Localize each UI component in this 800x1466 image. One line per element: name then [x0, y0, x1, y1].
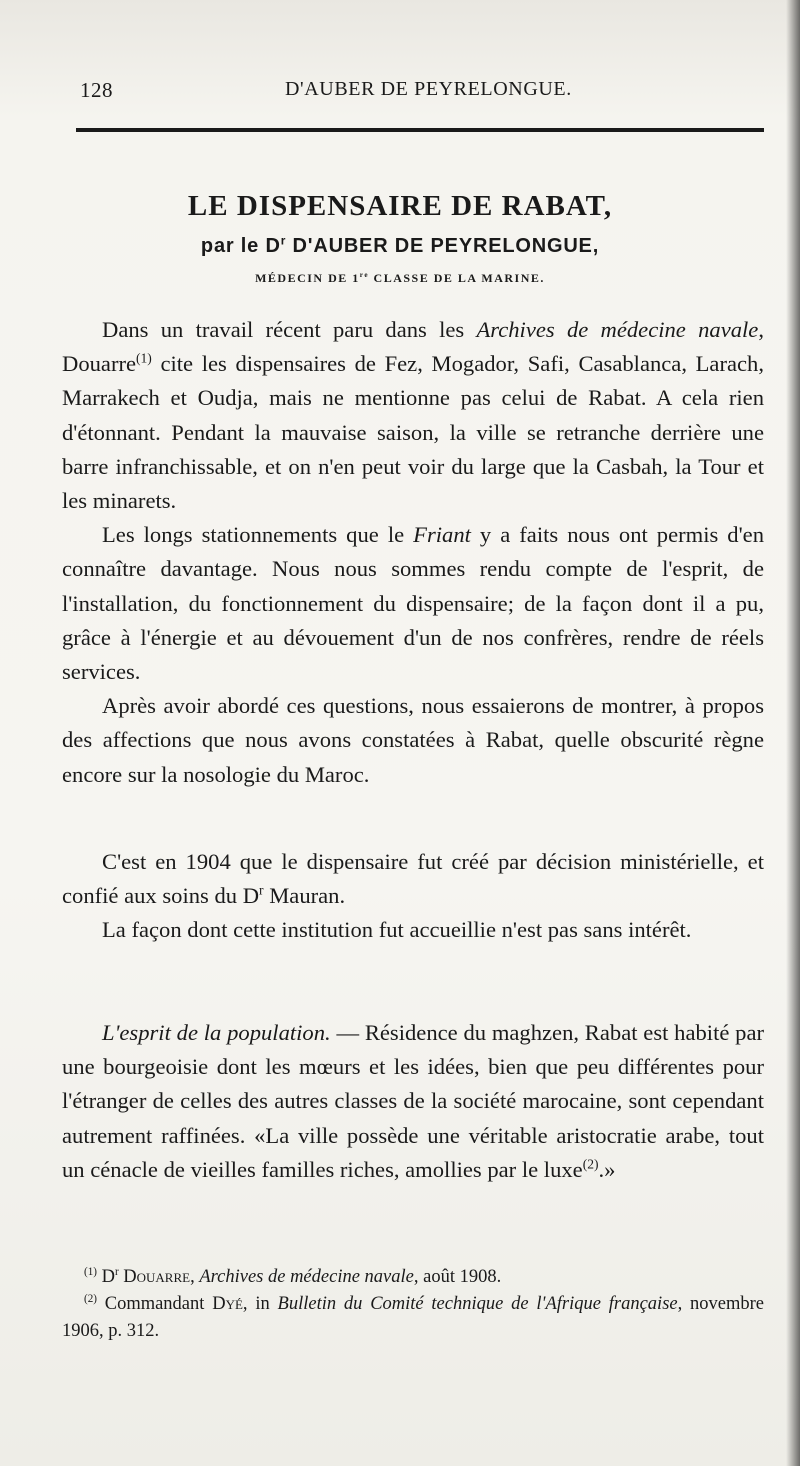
p6-text-a: — Résidence du maghzen, Rabat est habité par une bourgeoisie dont les mœurs et les idées, bien que peu différentes pour l'étranger de celles des autres classes de la société marocaine, sont cependant autrement raffinées. «La ville possède une véritable aristocratie arabe, tout un cénacle de vieilles familles riches, amollies par le luxe: [62, 1020, 764, 1182]
p1-text-b: , Douarre: [62, 317, 764, 377]
footnote-1-journal: Archives de médecine navale: [199, 1267, 414, 1287]
affiliation-pre: MÉDECIN DE 1: [255, 271, 360, 285]
affiliation-post: CLASSE DE LA MARINE.: [369, 271, 545, 285]
p2-text-b: y a faits nous ont permis d'en connaître davantage. Nous nous sommes rendu compte de l'esprit, de l'installation, du fonctionnement du dispensaire; de la façon dont il a pu, grâce à l'énergie et au dévouement d'un de nos confrères, rendre de réels services.: [62, 522, 764, 685]
byline-prefix: par le D: [200, 235, 281, 257]
p1-text-c: cite les dispensaires de Fez, Mogador, Safi, Casablanca, Larach, Marrakech et Oudja, mais ne mentionne pas celui de Rabat. A cela rien d'étonnant. Pendant la mauvaise saison, la ville se retranche derrière une barre infranchissable, et on n'en peut voir du large que la Casbah, la Tour et les minarets.: [62, 351, 764, 514]
header-rule: [76, 128, 764, 132]
byline-name: D'AUBER DE PEYRELONGUE,: [286, 235, 600, 257]
byline: [0, 235, 800, 258]
footnote-2-c: , novembre 1906, p. 312.: [62, 1294, 765, 1341]
footnote-2-author: Dyé: [212, 1294, 243, 1314]
p1-journal-title: Archives de médecine navale: [476, 317, 759, 342]
footnote-1: [62, 1264, 764, 1291]
footnote-2-b: , in: [242, 1294, 278, 1314]
footnote-1-a: D: [96, 1267, 115, 1287]
footnote-2-a: Commandant: [96, 1294, 213, 1314]
paragraph-6: [62, 1016, 764, 1187]
running-head: [80, 74, 760, 108]
footnote-1-c: , août 1908.: [413, 1267, 502, 1287]
footnotes: [62, 1264, 764, 1345]
p6-text-b: .»: [598, 1156, 616, 1182]
p1-text-a: Dans un travail récent paru dans les: [102, 317, 477, 342]
paragraph-5: La façon dont cette institution fut accueillie n'est pas sans intérêt.: [102, 917, 692, 943]
paragraph-1: [62, 313, 764, 518]
paragraph-4: [62, 845, 764, 913]
body-block-intro: [62, 313, 764, 792]
footnote-1-b: ,: [190, 1267, 200, 1287]
paragraph-3: Après avoir abordé ces questions, nous essaierons de montrer, à propos des affections que nous avons constatées à Rabat, quelle obscurité règne encore sur la nosologie du Maroc.: [62, 693, 764, 787]
body-block-history: [62, 845, 764, 948]
article-title: LE DISPENSAIRE DE RABAT,: [187, 190, 613, 222]
paragraph-2: [62, 518, 764, 689]
footnote-1-mark: (1): [84, 1265, 97, 1278]
footnote-2-mark: (2): [84, 1292, 97, 1305]
footnote-1-author: Douarre: [118, 1267, 191, 1287]
p4-text-a: C'est en 1904 que le dispensaire fut créé par décision ministérielle, et confié aux soins du D: [62, 849, 764, 909]
section-heading-esprit: L'esprit de la population.: [102, 1020, 331, 1045]
body-block-esprit: [62, 1016, 764, 1187]
footnote-ref-1: (1): [136, 350, 152, 366]
footnote-ref-2: (2): [582, 1156, 599, 1172]
affiliation-sup: re: [359, 271, 370, 279]
running-title: D'AUBER DE PEYRELONGUE.: [285, 78, 572, 100]
byline-sup: r: [280, 233, 287, 248]
p2-ship-name: Friant: [413, 522, 471, 548]
page-number: 128: [80, 78, 113, 102]
page-edge-shadow: [786, 0, 800, 1466]
footnote-2: [62, 1291, 764, 1345]
p2-text-a: Les longs stationnements que le: [102, 522, 414, 548]
affiliation: [0, 271, 800, 286]
p4-text-b: Mauran.: [263, 883, 346, 909]
footnote-2-journal: Bulletin du Comité technique de l'Afrique française: [277, 1294, 678, 1314]
footnote-1-sup: r: [114, 1265, 119, 1278]
p4-sup: r: [259, 882, 264, 898]
